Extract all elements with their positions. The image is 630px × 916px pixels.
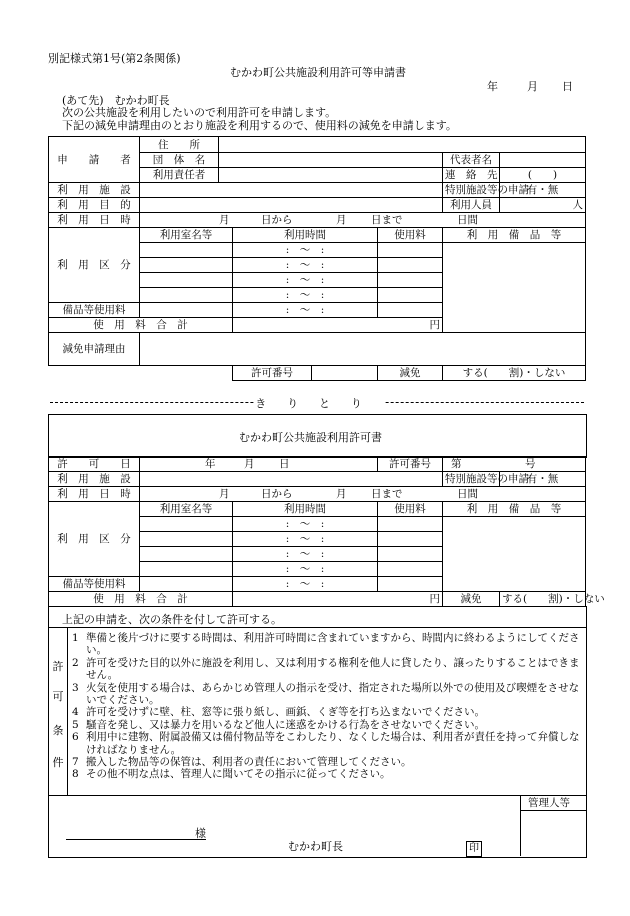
pn-go: 号 bbox=[525, 458, 536, 470]
dt-day-to: 日まで bbox=[371, 214, 403, 226]
dt-day-from: 日から bbox=[261, 214, 293, 226]
room-name-header: 利用室名等 bbox=[140, 228, 233, 243]
equipment-fee-label: 備品等使用料 bbox=[49, 303, 140, 318]
group-name-field[interactable] bbox=[219, 153, 443, 168]
permit-datetime-field[interactable] bbox=[140, 487, 586, 502]
condition-item: 6 利用中に建物、附属設備又は備付物品等をこわしたり、なくした場合は、利用者が責任を持って弁償しなければなりません。 bbox=[72, 731, 580, 756]
condition-item: 5 騒音を発し、又は暴力を用いるなど他人に迷惑をかける行為をさせないでください。 bbox=[72, 718, 485, 731]
cond-label-1: 許 bbox=[52, 660, 64, 673]
address-label: 住 所 bbox=[140, 137, 219, 153]
permit-title-box bbox=[48, 414, 587, 458]
date-day: 日 bbox=[562, 80, 573, 93]
permit-no-label: 許可番号 bbox=[233, 366, 312, 381]
permit-facility-field[interactable] bbox=[140, 472, 443, 487]
permit-number-label: 許可番号 bbox=[378, 457, 443, 472]
contact-label: 連 絡 先 bbox=[443, 168, 500, 183]
permit-room-field[interactable] bbox=[140, 562, 233, 577]
room-name-field[interactable] bbox=[140, 288, 233, 303]
users-label: 利用人員 bbox=[443, 198, 500, 213]
pdt-days: 日間 bbox=[457, 488, 478, 500]
reduction-choice[interactable]: する( 割)・しない bbox=[443, 366, 586, 381]
permit-fee-field[interactable] bbox=[378, 547, 443, 562]
facility-field[interactable] bbox=[140, 183, 443, 198]
permit-room-header: 利用室名等 bbox=[140, 502, 233, 517]
contact-field[interactable]: ( ) bbox=[500, 168, 586, 183]
permit-reduction-label: 減免 bbox=[443, 592, 500, 607]
seal-icon: 印 bbox=[466, 841, 482, 857]
permit-fee-header: 使用料 bbox=[378, 502, 443, 517]
applicant-label: 申 請 者 bbox=[49, 137, 140, 183]
permit-reduction-choice[interactable]: する( 割)・しない bbox=[500, 592, 586, 607]
pd-month: 月 bbox=[244, 458, 255, 470]
reduction-reason-label: 減免申請理由 bbox=[49, 333, 140, 366]
use-time-header: 利用時間 bbox=[233, 228, 378, 243]
fee-field[interactable] bbox=[378, 273, 443, 288]
pn-dai: 第 bbox=[451, 458, 462, 470]
permit-equipment-fee-label: 備品等使用料 bbox=[49, 577, 140, 592]
representative-field[interactable] bbox=[500, 153, 586, 168]
room-name-field[interactable] bbox=[140, 258, 233, 273]
permit-time-field[interactable]: : 〜 : bbox=[233, 547, 378, 562]
fee-header: 使用料 bbox=[378, 228, 443, 243]
room-name-field[interactable] bbox=[140, 243, 233, 258]
datetime-label: 利 用 日 時 bbox=[49, 213, 140, 228]
address-field[interactable] bbox=[219, 137, 586, 153]
total-field[interactable]: 円 bbox=[233, 318, 443, 333]
date-month: 月 bbox=[527, 80, 538, 93]
condition-item: 2 許可を受けた目的以外に施設を利用し、又は利用する権利を他人に貸したり、譲ったりすることはできません。 bbox=[72, 656, 580, 682]
pdt-month2: 月 bbox=[336, 488, 347, 500]
cond-label-3: 条 bbox=[52, 724, 64, 737]
facility-label: 利 用 施 設 bbox=[49, 183, 140, 198]
permit-no-field[interactable] bbox=[312, 366, 378, 381]
addressee: (あて先) むかわ町長 bbox=[62, 94, 170, 107]
special-request-choice[interactable]: 有・無 bbox=[500, 183, 586, 198]
permit-title: むかわ町公共施設利用許可書 bbox=[239, 431, 382, 444]
permit-time-field[interactable]: : 〜 : bbox=[233, 532, 378, 547]
conditions-divider bbox=[67, 627, 68, 795]
reduction-reason-field[interactable] bbox=[140, 333, 586, 366]
permit-room-field[interactable] bbox=[140, 532, 233, 547]
condition-item: 1 準備と後片づけに要する時間は、利用許可時間に含まれていますから、時間内に終わるようにしてください。 bbox=[72, 632, 580, 657]
permit-date-label: 許 可 日 bbox=[49, 457, 140, 472]
permit-equipment-header: 利 用 備 品 等 bbox=[443, 502, 586, 517]
permit-total-label: 使 用 料 合 計 bbox=[49, 592, 233, 607]
sama-label: 様 bbox=[195, 827, 206, 840]
intro-text-2: 下記の減免申請理由のとおり施設を利用するので、使用料の減免を申請します。 bbox=[62, 119, 457, 132]
recipient-field[interactable] bbox=[66, 825, 196, 838]
equipment-field[interactable] bbox=[443, 243, 586, 333]
dt-days: 日間 bbox=[457, 214, 478, 226]
reduction-label: 減免 bbox=[378, 366, 443, 381]
fee-field[interactable] bbox=[378, 288, 443, 303]
fee-field[interactable] bbox=[378, 258, 443, 273]
category-label: 利 用 区 分 bbox=[49, 228, 140, 303]
total-label: 使 用 料 合 計 bbox=[49, 318, 233, 333]
users-field[interactable]: 人 bbox=[500, 198, 586, 213]
permit-time-field[interactable]: : 〜 : bbox=[233, 517, 378, 532]
condition-item: 4 許可を受けずに壁、柱、窓等に張り紙し、画鋲、くぎ等を打ち込まないでください。 bbox=[72, 706, 485, 719]
permit-facility-label: 利 用 施 設 bbox=[49, 472, 140, 487]
use-time-field[interactable]: : 〜 : bbox=[233, 273, 378, 288]
fee-field[interactable] bbox=[378, 243, 443, 258]
date-year: 年 bbox=[487, 80, 498, 93]
responsible-label: 利用責任者 bbox=[140, 168, 219, 183]
pd-year: 年 bbox=[205, 458, 216, 470]
datetime-field[interactable] bbox=[140, 213, 586, 228]
permit-fee-field[interactable] bbox=[378, 517, 443, 532]
pdt-month: 月 bbox=[219, 488, 230, 500]
use-time-field[interactable]: : 〜 : bbox=[233, 288, 378, 303]
purpose-label: 利 用 目 的 bbox=[49, 198, 140, 213]
permit-room-field[interactable] bbox=[140, 517, 233, 532]
equipment-header: 利 用 備 品 等 bbox=[443, 228, 586, 243]
permit-equipment-field[interactable] bbox=[443, 517, 586, 592]
equipment-fee-room[interactable] bbox=[140, 303, 233, 318]
form-number: 別記様式第1号(第2条関係) bbox=[48, 52, 181, 65]
conditions-list bbox=[72, 632, 582, 781]
cond-label-2: 可 bbox=[52, 690, 64, 703]
cut-line-label: きりとり bbox=[255, 397, 383, 410]
permit-room-field[interactable] bbox=[140, 547, 233, 562]
application-table bbox=[48, 136, 586, 381]
permit-fee-field[interactable] bbox=[378, 532, 443, 547]
pdt-day-from: 日から bbox=[261, 488, 293, 500]
conditions-top-rule bbox=[48, 627, 586, 628]
manager-seal-field[interactable] bbox=[520, 810, 585, 856]
responsible-field[interactable] bbox=[219, 168, 443, 183]
cond-label-4: 件 bbox=[52, 756, 64, 769]
permit-equipment-fee-time[interactable]: : 〜 : bbox=[233, 577, 378, 592]
permit-date-field[interactable] bbox=[140, 457, 378, 472]
condition-item: 7 搬入した物品等の保管は、利用者の責任において管理してください。 bbox=[72, 756, 412, 769]
recipient-underline bbox=[66, 839, 206, 840]
permit-time-field[interactable]: : 〜 : bbox=[233, 562, 378, 577]
room-name-field[interactable] bbox=[140, 273, 233, 288]
pdt-day-to: 日まで bbox=[371, 488, 403, 500]
equipment-fee-time[interactable]: : 〜 : bbox=[233, 303, 378, 318]
manager-label: 管理人等 bbox=[528, 797, 570, 809]
conditions-bottom-rule bbox=[48, 795, 586, 796]
dt-month: 月 bbox=[219, 214, 230, 226]
equipment-fee-amount[interactable] bbox=[378, 303, 443, 318]
condition-item: 3 火気を使用する場合は、あらかじめ管理人の指示を受け、指定された場所以外での使用及び喫煙をさせないでください。 bbox=[72, 681, 580, 707]
form-title: むかわ町公共施設利用許可等申請書 bbox=[230, 66, 406, 79]
approval-note: 上記の申請を、次の条件を付して許可する。 bbox=[62, 613, 282, 626]
permit-special-choice[interactable]: 有・無 bbox=[500, 472, 586, 487]
permit-equipment-fee-amount[interactable] bbox=[378, 577, 443, 592]
special-request-label: 特別施設等の申請 bbox=[443, 183, 500, 198]
permit-special-label: 特別施設等の申請 bbox=[443, 472, 500, 487]
permit-category-label: 利 用 区 分 bbox=[49, 502, 140, 577]
permit-datetime-label: 利 用 日 時 bbox=[49, 487, 140, 502]
permit-number-field[interactable] bbox=[443, 457, 586, 472]
permit-time-header: 利用時間 bbox=[233, 502, 378, 517]
pd-day: 日 bbox=[279, 458, 290, 470]
dt-month2: 月 bbox=[336, 214, 347, 226]
condition-item: 8 その他不明な点は、管理人に聞いてその指示に従ってください。 bbox=[72, 768, 391, 781]
permit-total-field[interactable]: 円 bbox=[233, 592, 443, 607]
permit-fee-field[interactable] bbox=[378, 562, 443, 577]
intro-text-1: 次の公共施設を利用したいので利用許可を申請します。 bbox=[62, 106, 337, 119]
use-time-field[interactable]: : 〜 : bbox=[233, 258, 378, 273]
group-name-label: 団 体 名 bbox=[140, 153, 219, 168]
permit-equipment-fee-room[interactable] bbox=[140, 577, 233, 592]
representative-label: 代表者名 bbox=[443, 153, 500, 168]
permit-table bbox=[48, 456, 605, 607]
mayor-label: むかわ町長 bbox=[288, 840, 343, 853]
use-time-field[interactable]: : 〜 : bbox=[233, 243, 378, 258]
purpose-field[interactable] bbox=[140, 198, 443, 213]
